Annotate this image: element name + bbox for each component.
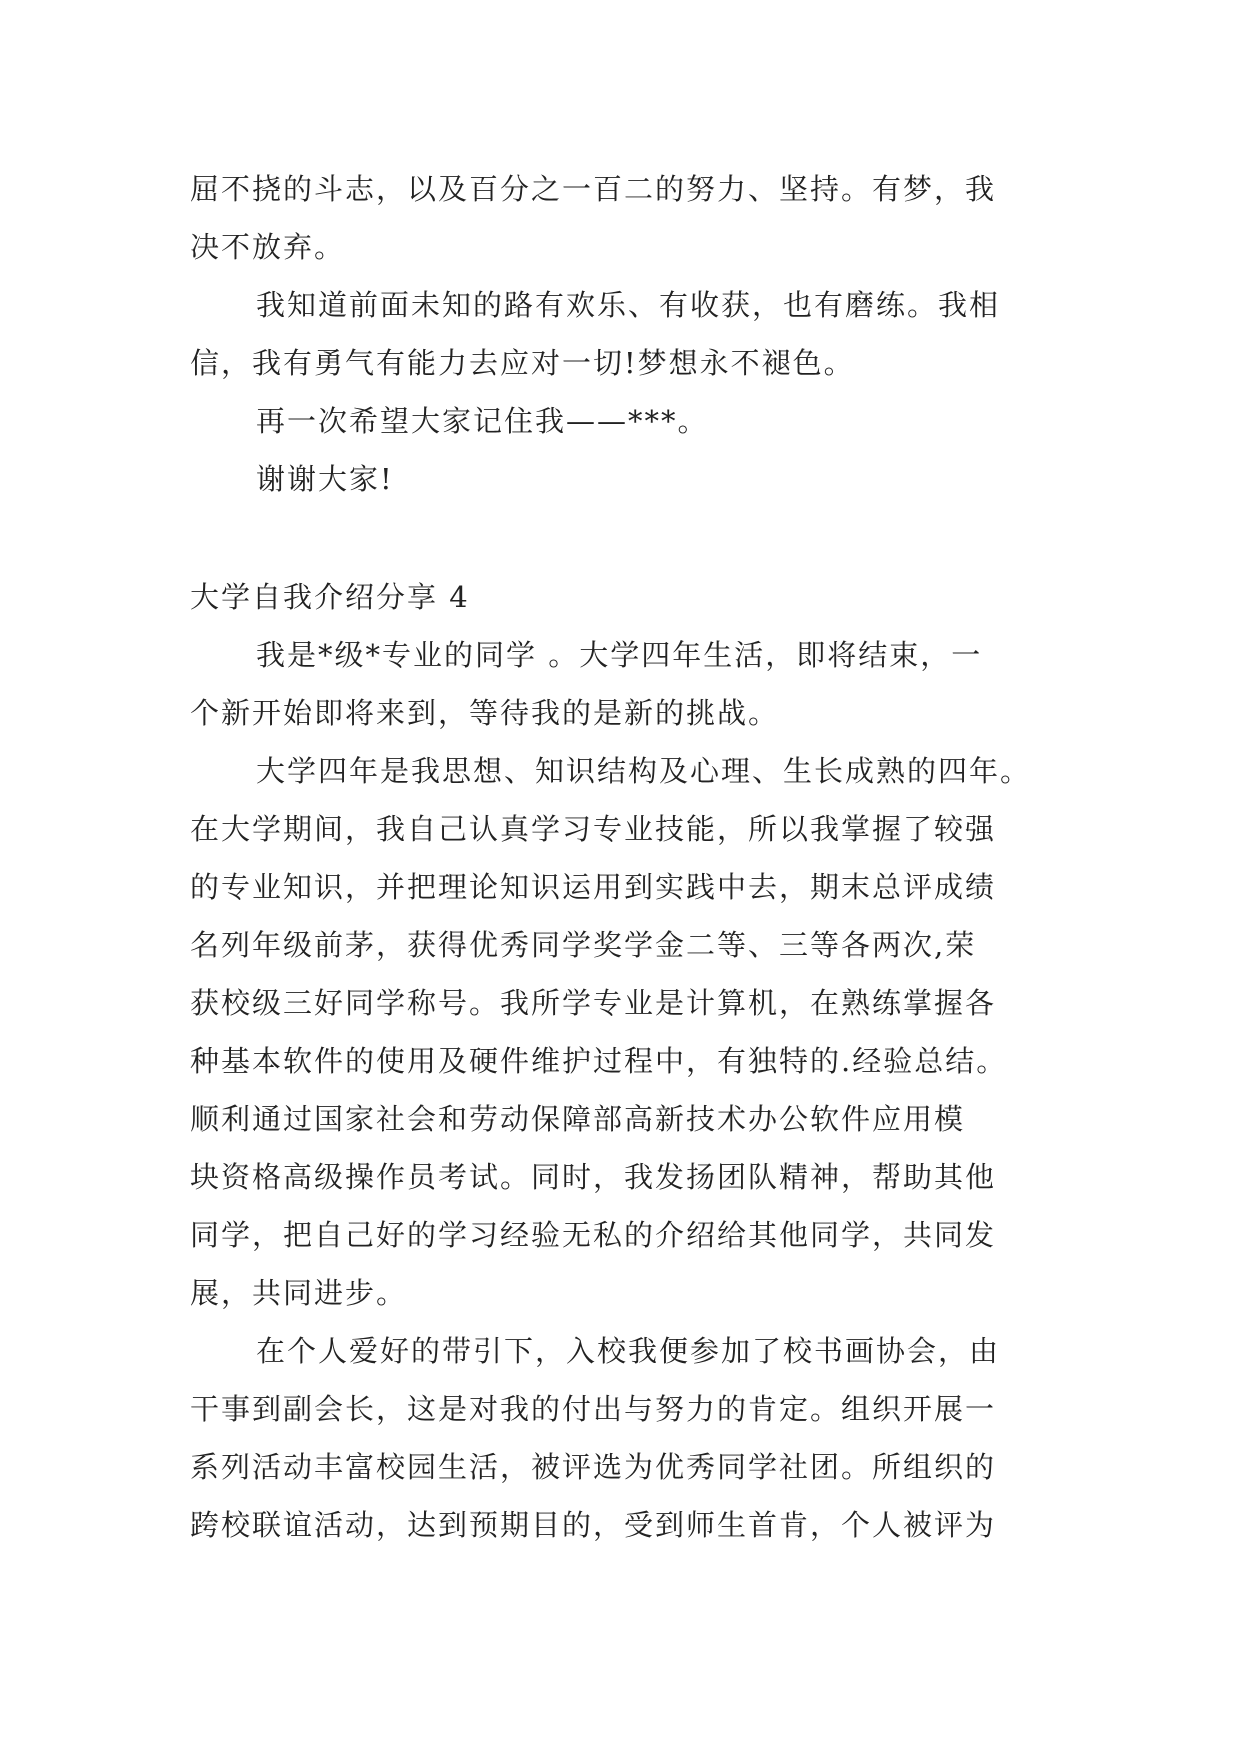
text-line: 的专业知识，并把理论知识运用到实践中去，期末总评成绩: [190, 870, 997, 904]
text-line: 信，我有勇气有能力去应对一切!梦想永不褪色。: [190, 346, 855, 380]
paragraph: [190, 626, 1070, 742]
paragraph: [190, 160, 1070, 276]
text-line: 跨校联谊活动，达到预期目的，受到师生首肯，个人被评为: [190, 1508, 997, 1542]
text-line: 干事到副会长，这是对我的付出与努力的肯定。组织开展一: [190, 1392, 997, 1426]
text-line: 在个人爱好的带引下，入校我便参加了校书画协会，由: [256, 1334, 1001, 1368]
text-line: 大学四年是我思想、知识结构及心理、生长成熟的四年。: [256, 754, 1032, 788]
text-line: 顺利通过国家社会和劳动保障部高新技术办公软件应用模: [190, 1102, 966, 1136]
text-line: 同学，把自己好的学习经验无私的介绍给其他同学，共同发: [190, 1218, 997, 1252]
paragraph: [190, 1322, 1070, 1554]
text-line: 个新开始即将来到，等待我的是新的挑战。: [190, 696, 780, 730]
text-line: 我知道前面未知的路有欢乐、有收获，也有磨练。我相: [256, 288, 1001, 322]
text-line: 展，共同进步。: [190, 1276, 408, 1310]
text-line: 屈不挠的斗志，以及百分之一百二的努力、坚持。有梦，我: [190, 172, 997, 206]
text-line: 我是*级*专业的同学 。大学四年生活，即将结束，一: [256, 638, 983, 672]
paragraph: [190, 742, 1070, 1322]
paragraph: [190, 450, 1070, 508]
text-line: 在大学期间，我自己认真学习专业技能，所以我掌握了较强: [190, 812, 997, 846]
text-line: 种基本软件的使用及硬件维护过程中，有独特的.经验总结。: [190, 1044, 1008, 1078]
paragraph: [190, 276, 1070, 392]
text-line: 系列活动丰富校园生活，被评选为优秀同学社团。所组织的: [190, 1450, 997, 1484]
section-title: 大学自我介绍分享 4: [190, 580, 470, 614]
text-line: 获校级三好同学称号。我所学专业是计算机，在熟练掌握各: [190, 986, 997, 1020]
text-line: 谢谢大家!: [256, 462, 394, 496]
text-line: 块资格高级操作员考试。同时，我发扬团队精神，帮助其他: [190, 1160, 997, 1194]
text-line: 再一次希望大家记住我——***。: [256, 404, 709, 438]
text-line: 名列年级前茅，获得优秀同学奖学金二等、三等各两次,荣: [190, 928, 977, 962]
paragraph: [190, 392, 1070, 450]
text-line: 决不放弃。: [190, 230, 346, 264]
document-page: [190, 160, 1070, 1554]
